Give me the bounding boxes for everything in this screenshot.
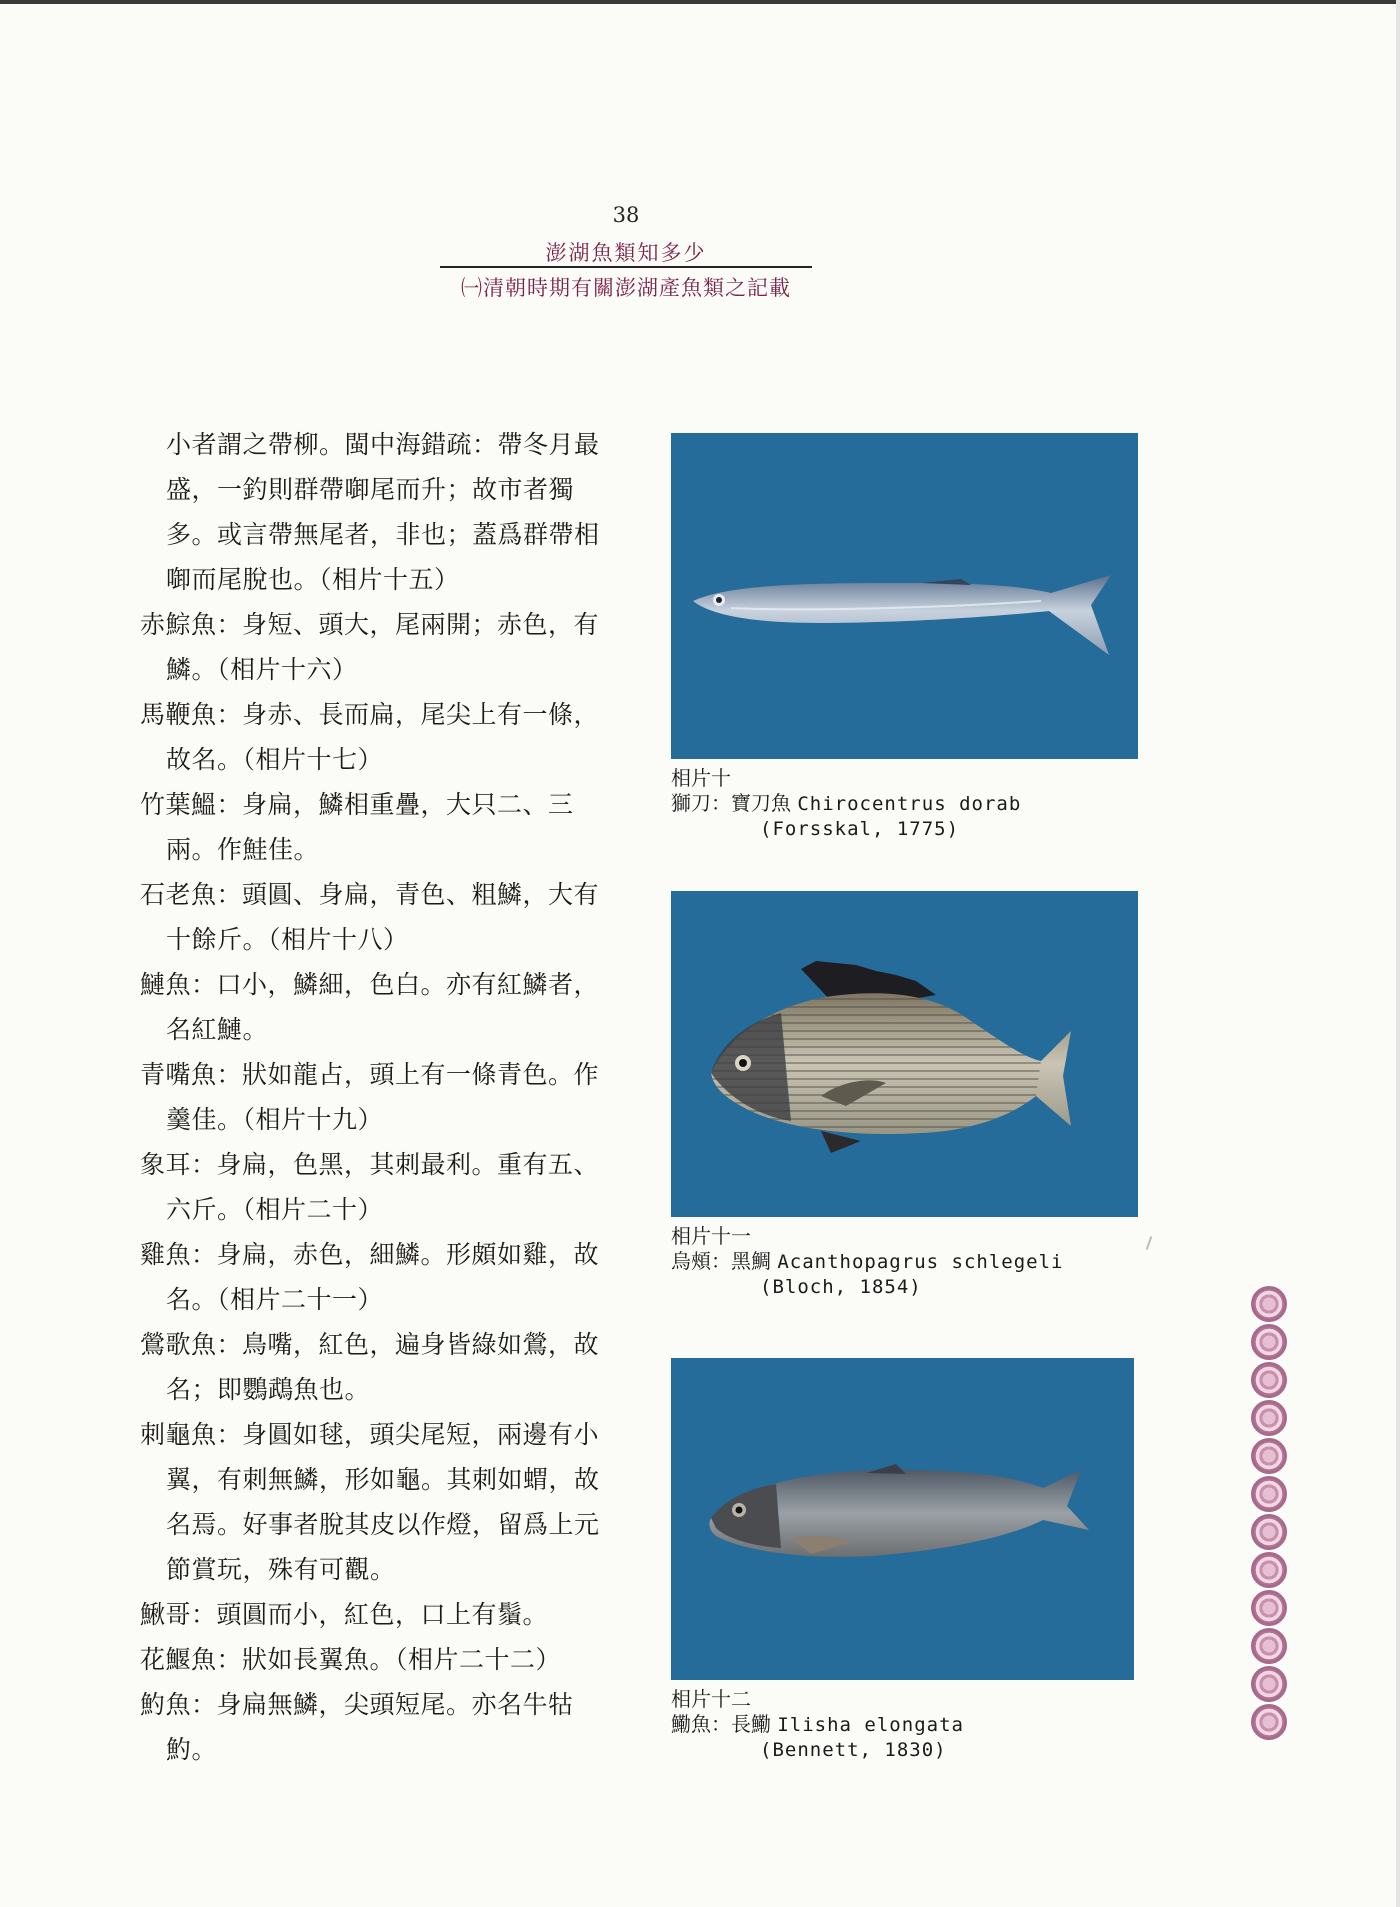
seal-icon	[1251, 1400, 1287, 1436]
photo-frame	[671, 891, 1138, 1217]
figure-photo-12	[671, 1358, 1141, 1763]
photo-frame	[671, 1358, 1134, 1680]
figure-photo-11	[671, 891, 1141, 1300]
seal-icon	[1251, 1438, 1287, 1474]
text-entry: 象耳：身扁，色黑，其刺最利。重有五、六斤。（相片二十）	[140, 1150, 600, 1224]
species-authority: (Forsskal, 1775)	[760, 818, 960, 840]
figure-caption	[671, 766, 1141, 842]
header-rule	[440, 266, 812, 268]
text-entry: 青嘴魚：狀如龍占，頭上有一條青色。作羹佳。（相片十九）	[140, 1060, 600, 1134]
decorative-seal-strip	[1251, 1286, 1291, 1742]
running-header-title: 澎湖魚類知多少	[545, 241, 707, 265]
figure-caption	[671, 1687, 1141, 1763]
seal-icon	[1251, 1628, 1287, 1664]
seal-icon	[1251, 1590, 1287, 1626]
seal-icon	[1251, 1476, 1287, 1512]
text-entry: 鰱魚：口小，鱗細，色白。亦有紅鱗者，名紅鰱。	[140, 970, 600, 1044]
species-authority: (Bennett, 1830)	[760, 1739, 947, 1761]
text-entry: 小者謂之帶柳。閩中海錯疏：帶冬月最盛，一釣則群帶啣尾而升；故市者獨多。或言帶無尾者，非也；蓋爲群帶相啣而尾脫也。（相片十五）	[166, 430, 600, 594]
seal-icon	[1251, 1552, 1287, 1588]
black-seabream-fish-icon	[671, 891, 1138, 1217]
figure-species-line	[671, 1712, 1141, 1738]
page-number: 38	[612, 203, 640, 227]
figure-photo-10	[671, 433, 1141, 842]
text-entry: 赤鯮魚：身短、頭大，尾兩開；赤色，有鱗。（相片十六）	[140, 610, 600, 684]
seal-icon	[1251, 1362, 1287, 1398]
species-authority: (Bloch, 1854)	[760, 1276, 922, 1298]
common-name: 鰳魚：長鰳	[671, 1712, 771, 1736]
scientific-name: Chirocentrus dorab	[797, 793, 1022, 815]
seal-icon	[1251, 1666, 1287, 1702]
seal-icon	[1251, 1286, 1287, 1322]
figure-label: 相片十	[671, 766, 731, 790]
running-header-subtitle: ㈠清朝時期有關澎湖產魚類之記載	[461, 276, 791, 300]
text-entry: 石老魚：頭圓、身扁，青色、粗鱗，大有十餘斤。（相片十八）	[140, 880, 600, 954]
seal-icon	[1251, 1514, 1287, 1550]
elongate-ilisha-fish-icon	[671, 1358, 1134, 1680]
page-right-edge	[1396, 0, 1400, 1907]
text-entry: 竹葉鰮：身扁，鱗相重疊，大只二、三兩。作鮭佳。	[140, 790, 574, 864]
wolf-herring-fish-icon	[671, 433, 1138, 759]
scientific-name: Acanthopagrus schlegeli	[777, 1251, 1064, 1273]
text-entry: 鰍哥：頭圓而小，紅色，口上有鬚。	[140, 1600, 549, 1629]
seal-icon	[1251, 1704, 1287, 1740]
text-entry: 馬鞭魚：身赤、長而扁，尾尖上有一條，故名。（相片十七）	[140, 700, 600, 774]
page-top-edge	[0, 0, 1400, 4]
figure-caption	[671, 1224, 1141, 1300]
scientific-name: Ilisha elongata	[777, 1714, 964, 1736]
text-column	[140, 422, 600, 1772]
text-entry: 魡魚：身扁無鱗，尖頭短尾。亦名牛牯魡。	[140, 1690, 574, 1764]
margin-mark	[1146, 1236, 1153, 1250]
text-entry: 花鰋魚：狀如長翼魚。（相片二十二）	[140, 1645, 562, 1674]
common-name: 烏頰：黑鯛	[671, 1249, 771, 1273]
figure-species-line	[671, 1249, 1141, 1275]
text-entry: 刺龜魚：身圓如毬，頭尖尾短，兩邊有小翼，有刺無鱗，形如龜。其刺如蝟，故名焉。好事者脫其皮以作燈，留爲上元節賞玩，殊有可觀。	[140, 1420, 600, 1584]
photo-frame	[671, 433, 1138, 759]
common-name: 獅刀：寶刀魚	[671, 791, 791, 815]
text-entry: 鶯歌魚：鳥嘴，紅色，遍身皆綠如鶯，故名；即鸚鵡魚也。	[140, 1330, 600, 1404]
text-entry: 雞魚：身扁，赤色，細鱗。形頗如雞，故名。（相片二十一）	[140, 1240, 600, 1314]
figure-label: 相片十二	[671, 1687, 751, 1711]
seal-icon	[1251, 1324, 1287, 1360]
figure-label: 相片十一	[671, 1224, 751, 1248]
figure-species-line	[671, 791, 1141, 817]
